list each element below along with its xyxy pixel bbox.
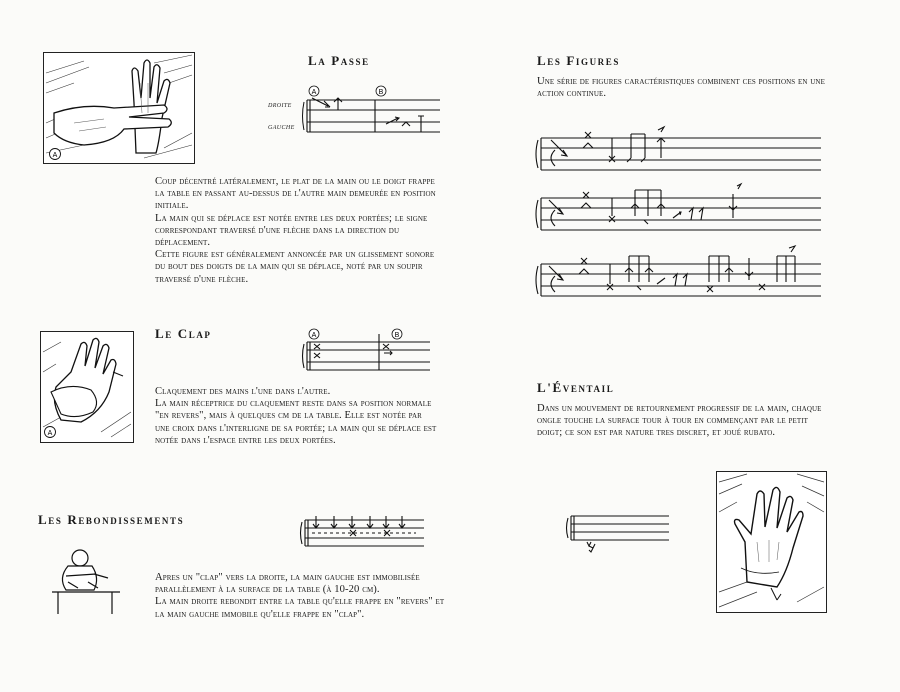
fan-hand-illustration (716, 471, 827, 613)
music-staff-figure-2 (533, 186, 825, 238)
section-title-clap: Le Clap (155, 326, 212, 341)
music-staff-figure-1 (533, 128, 825, 176)
rebondissements-description (155, 572, 445, 621)
staff-label-gauche: gauche (268, 121, 295, 131)
clap-description (155, 386, 437, 447)
staff-label-droite: droite (268, 99, 292, 109)
passe-description (155, 176, 437, 286)
marker-a: A (52, 152, 58, 159)
hand-illustration-passe (43, 52, 195, 164)
eventail-description (537, 403, 827, 440)
music-staff-figure-3 (533, 250, 825, 306)
passe-paragraph-2: La main qui se déplace est notée entre les deux portées; le signe correspondant traversé d'une flèche dans la direction du déplacement. (155, 212, 428, 249)
player-illustration (48, 548, 128, 618)
figures-paragraph-1: Une série de figures caractéristiques combinent ces positions en une action continue. (537, 76, 825, 100)
passe-paragraph-3: Cette figure est généralement annoncée par un glissement sonore du bout des doigts de la main qui se déplace, noté par un soupir traversé d'une flèche. (155, 249, 435, 285)
music-staff-eventail (565, 510, 675, 556)
section-title-rebondissements: Les Rebondissements (38, 512, 185, 527)
eventail-paragraph-1: Dans un mouvement de retournement progressif de la main, chaque ongle touche la surface tour à tour en commençant par le petit doigt; ce son est par nature tres discret, et joué rubato. (537, 403, 822, 439)
rebondissements-paragraph-1: Apres un "clap" vers la droite, la main gauche est immobilisée parallèlement à la surface de la table (à 10-20 cm). (155, 572, 420, 596)
rebondissements-paragraph-2: La main droite rebondit entre la table qu'elle frappe en "revers" et la main gauche immobile qu'elle frappe en "clap". (155, 596, 445, 620)
section-title-eventail: L'Éventail (537, 380, 615, 395)
music-staff-clap (300, 320, 440, 380)
clap-paragraph-2: La main réceptrice du claquement reste dans sa position normale "en revers", mais à quelques cm de la table. Elle est notée par une croix dans l'interligne de sa portée; la main qui se déplace est notée dans l'espace entre les deux portées. (155, 398, 437, 446)
marker-a-clap-staff: A (311, 332, 317, 339)
music-staff-rebondissements (298, 512, 430, 552)
clap-paragraph-1: Claquement des mains l'une dans l'autre. (155, 386, 331, 397)
marker-a-clap: A (47, 430, 53, 437)
clap-illustration (40, 331, 134, 443)
section-title-figures: Les Figures (537, 53, 620, 68)
figures-description (537, 76, 827, 100)
marker-b-clap-staff: B (394, 332, 400, 339)
section-title-passe: La Passe (308, 53, 370, 68)
marker-b-staff: B (378, 89, 384, 96)
music-staff-passe (300, 84, 450, 140)
passe-paragraph-1: Coup décentré latéralement, le plat de la main ou le doigt frappe la table en passant au-dessus de l'autre main demeurée en position initiale. (155, 176, 436, 212)
marker-a-staff: A (311, 89, 317, 96)
